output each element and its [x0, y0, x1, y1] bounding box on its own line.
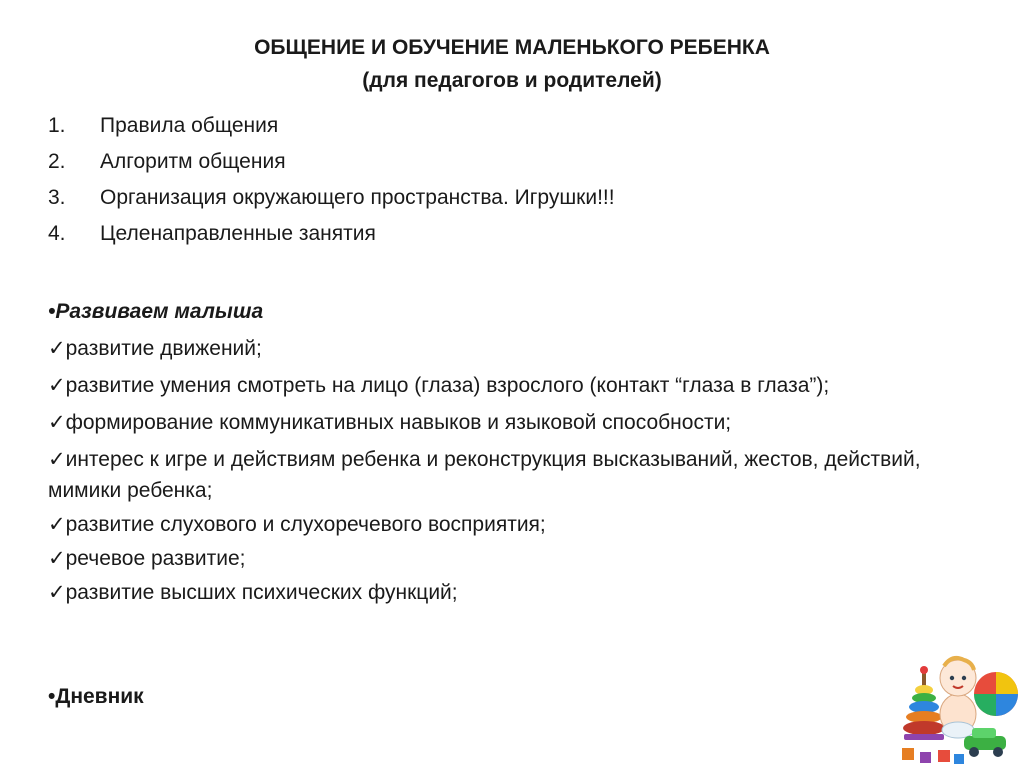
section-heading: •Развиваем малыша: [48, 300, 264, 323]
check-item: ✓развитие слухового и слухоречевого восприятия;: [48, 513, 546, 536]
slide-title: ОБЩЕНИЕ И ОБУЧЕНИЕ МАЛЕНЬКОГО РЕБЕНКА: [254, 36, 770, 59]
item-text: Целенаправленные занятия: [100, 222, 376, 245]
item-number: 2.: [48, 150, 66, 173]
numbered-list: [48, 108, 615, 252]
item-text: Правила общения: [100, 114, 279, 137]
slide-subtitle: (для педагогов и родителей): [362, 69, 662, 92]
check-item: ✓интерес к игре и действиям ребенка и реконструкция высказываний, жестов, действий, мимики ребенка;: [48, 448, 921, 502]
item-text: Алгоритм общения: [100, 150, 286, 173]
numbered-item: [48, 144, 615, 180]
check-item: ✓развитие высших психических функций;: [48, 581, 458, 604]
check-item: ✓речевое развитие;: [48, 547, 246, 570]
baby-with-toys-icon: [892, 648, 1024, 767]
numbered-item: [48, 108, 615, 144]
item-number: 3.: [48, 186, 66, 209]
diary-heading: •Дневник: [48, 685, 144, 708]
item-text: Организация окружающего пространства. Игрушки!!!: [100, 186, 615, 209]
check-item: ✓развитие движений;: [48, 337, 262, 360]
check-item: ✓формирование коммуникативных навыков и языковой способности;: [48, 411, 732, 434]
item-number: 4.: [48, 222, 66, 245]
numbered-item: [48, 180, 615, 216]
develop-section: [48, 296, 948, 608]
item-number: 1.: [48, 114, 66, 137]
numbered-item: [48, 216, 615, 252]
check-item: ✓развитие умения смотреть на лицо (глаза) взрослого (контакт “глаза в глаза”);: [48, 374, 830, 397]
